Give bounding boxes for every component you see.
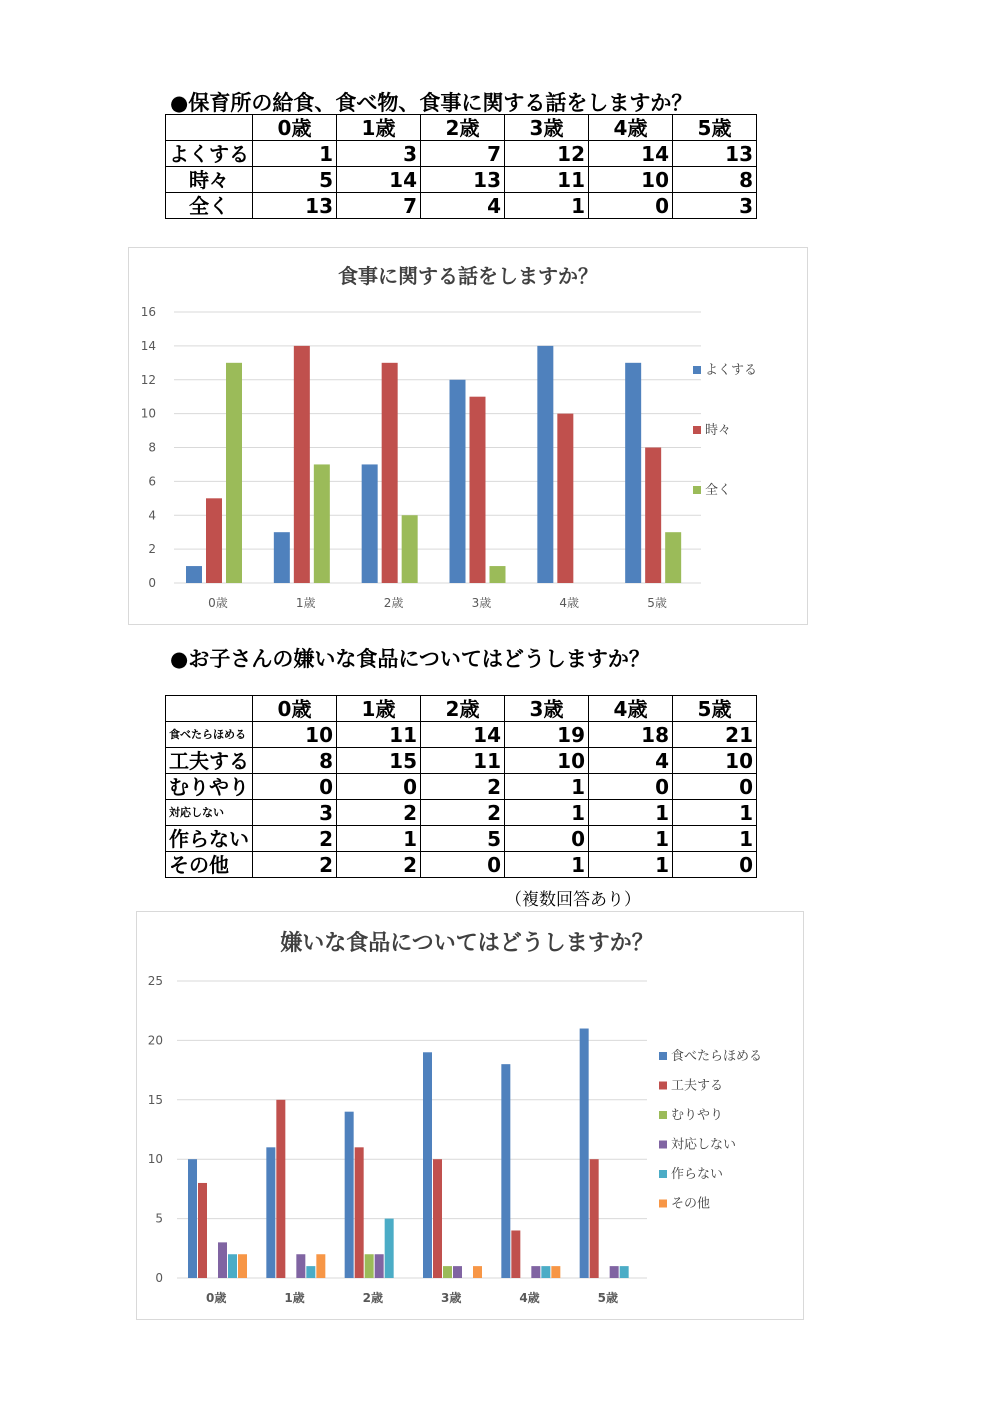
table-cell: 0 — [253, 774, 337, 800]
y-tick-label: 2 — [148, 542, 156, 557]
table-cell: 5 — [421, 826, 505, 852]
legend-swatch-むりやり — [659, 1111, 667, 1119]
table-cell: 13 — [673, 141, 757, 167]
chart1-frame — [128, 247, 808, 625]
y-tick-label: 15 — [147, 1092, 163, 1107]
bar-食べたらほめる-4歳 — [501, 1064, 510, 1278]
bar-食べたらほめる-5歳 — [580, 1029, 589, 1278]
column-header: 3歳 — [505, 115, 589, 141]
bar-工夫する-5歳 — [590, 1159, 599, 1278]
y-tick-label: 0 — [148, 576, 156, 590]
table-cell: 8 — [253, 748, 337, 774]
x-tick-label: 2歳 — [383, 596, 404, 610]
bar-むりやり-3歳 — [443, 1266, 452, 1278]
legend-label: 対応しない — [671, 1137, 737, 1153]
table-header-row — [166, 115, 757, 141]
bar-食べたらほめる-3歳 — [423, 1052, 432, 1278]
table-cell: 0 — [589, 193, 673, 219]
legend-swatch-時々 — [693, 426, 701, 434]
legend-label: 作らない — [671, 1167, 724, 1182]
bar-食べたらほめる-1歳 — [266, 1147, 275, 1278]
table-cell: 0 — [505, 826, 589, 852]
table-cell: 3 — [337, 141, 421, 167]
table-row — [166, 852, 757, 878]
table-corner-cell — [166, 115, 253, 141]
table-cell: 4 — [589, 748, 673, 774]
row-label: 時々 — [166, 167, 253, 193]
table-cell: 1 — [589, 852, 673, 878]
x-tick-label: 5歳 — [597, 1291, 619, 1305]
table-cell: 0 — [337, 774, 421, 800]
column-header: 5歳 — [673, 696, 757, 722]
chart-title: 食事に関する話をしますか？ — [338, 264, 598, 288]
y-tick-label: 6 — [148, 474, 156, 489]
chart-talk-about-meals — [129, 248, 807, 624]
column-header: 1歳 — [337, 696, 421, 722]
table-cell: 1 — [253, 141, 337, 167]
column-header: 2歳 — [421, 696, 505, 722]
table-cell: 2 — [253, 852, 337, 878]
bar-作らない-1歳 — [306, 1266, 315, 1278]
bar-時々-2歳 — [382, 363, 398, 583]
multiple-answers-note: （複数回答あり） — [505, 890, 641, 910]
bar-むりやり-2歳 — [365, 1254, 374, 1278]
x-tick-label: 0歳 — [205, 1291, 227, 1305]
chart-disliked-food — [137, 912, 803, 1319]
section2-heading: ●お子さんの嫌いな食品についてはどうしますか？ — [170, 647, 650, 671]
table-talk-about-meals — [165, 114, 757, 219]
bar-その他-0歳 — [238, 1254, 247, 1278]
table-cell: 14 — [337, 167, 421, 193]
table-cell: 13 — [421, 167, 505, 193]
table-cell: 18 — [589, 722, 673, 748]
bar-作らない-2歳 — [385, 1219, 394, 1278]
row-label: むりやり — [166, 774, 253, 800]
row-label: その他 — [166, 852, 253, 878]
legend-label: よくする — [705, 363, 758, 378]
y-tick-label: 5 — [155, 1211, 163, 1226]
table-cell: 5 — [253, 167, 337, 193]
table-cell: 15 — [337, 748, 421, 774]
bar-全く-3歳 — [490, 566, 506, 583]
y-tick-label: 20 — [147, 1033, 163, 1048]
table-row — [166, 722, 757, 748]
bar-工夫する-2歳 — [355, 1147, 364, 1278]
legend-label: 工夫する — [671, 1078, 724, 1094]
legend-label: 食べたらほめる — [671, 1049, 763, 1064]
y-tick-label: 10 — [147, 1152, 163, 1167]
chart-title: 嫌いな食品についてはどうしますか？ — [280, 931, 654, 956]
x-tick-label: 2歳 — [362, 1291, 384, 1305]
bar-全く-1歳 — [314, 464, 330, 583]
y-tick-label: 10 — [140, 406, 156, 421]
x-tick-label: 3歳 — [440, 1291, 462, 1305]
bar-よくする-2歳 — [362, 464, 378, 583]
table-cell: 0 — [673, 774, 757, 800]
legend-label: むりやり — [671, 1108, 724, 1123]
row-label: 全く — [166, 193, 253, 219]
column-header: 4歳 — [589, 115, 673, 141]
table-cell: 2 — [337, 800, 421, 826]
table-cell: 1 — [505, 800, 589, 826]
bar-対応しない-3歳 — [453, 1266, 462, 1278]
legend-label: 全く — [705, 483, 732, 498]
bar-対応しない-4歳 — [531, 1266, 540, 1278]
table-cell: 1 — [505, 193, 589, 219]
table-cell: 10 — [253, 722, 337, 748]
legend-label: 時々 — [705, 423, 732, 438]
bar-よくする-5歳 — [625, 363, 641, 583]
column-header: 1歳 — [337, 115, 421, 141]
table-cell: 1 — [673, 826, 757, 852]
bar-対応しない-1歳 — [296, 1254, 305, 1278]
bar-作らない-4歳 — [541, 1266, 550, 1278]
x-tick-label: 4歳 — [559, 596, 580, 610]
x-tick-label: 4歳 — [519, 1291, 540, 1305]
table-cell: 7 — [421, 141, 505, 167]
legend-swatch-その他 — [659, 1200, 667, 1208]
bar-全く-5歳 — [665, 532, 681, 583]
x-tick-label: 5歳 — [647, 596, 667, 610]
table-corner-cell — [166, 696, 253, 722]
table-row — [166, 826, 757, 852]
table-cell: 8 — [673, 167, 757, 193]
y-tick-label: 14 — [140, 338, 156, 353]
table-cell: 4 — [421, 193, 505, 219]
y-tick-label: 8 — [148, 440, 156, 455]
table-cell: 0 — [673, 852, 757, 878]
column-header: 2歳 — [421, 115, 505, 141]
table-row — [166, 800, 757, 826]
bar-時々-0歳 — [206, 498, 222, 583]
section1-heading: ●保育所の給食、食べ物、食事に関する話をしますか？ — [170, 91, 693, 115]
row-label: 作らない — [166, 826, 253, 852]
table-cell: 7 — [337, 193, 421, 219]
bar-全く-2歳 — [402, 515, 418, 583]
bar-よくする-3歳 — [450, 380, 466, 583]
legend-swatch-全く — [693, 486, 701, 494]
table-cell: 14 — [589, 141, 673, 167]
legend-swatch-よくする — [693, 366, 701, 374]
table-cell: 13 — [253, 193, 337, 219]
table-cell: 1 — [505, 852, 589, 878]
bar-食べたらほめる-2歳 — [345, 1112, 354, 1278]
legend-swatch-対応しない — [659, 1141, 667, 1149]
row-label: 対応しない — [166, 800, 253, 826]
bar-時々-3歳 — [470, 397, 486, 583]
legend-label: その他 — [671, 1196, 711, 1212]
bar-よくする-1歳 — [274, 532, 290, 583]
table-cell: 1 — [673, 800, 757, 826]
table-cell: 3 — [253, 800, 337, 826]
x-tick-label: 3歳 — [471, 596, 492, 610]
table-row — [166, 774, 757, 800]
table-cell: 12 — [505, 141, 589, 167]
bar-時々-5歳 — [645, 448, 661, 584]
table-cell: 21 — [673, 722, 757, 748]
table-cell: 1 — [337, 826, 421, 852]
bar-その他-4歳 — [551, 1266, 560, 1278]
bar-時々-4歳 — [557, 414, 573, 583]
table-cell: 2 — [421, 800, 505, 826]
table-cell: 2 — [421, 774, 505, 800]
table-cell: 11 — [337, 722, 421, 748]
table-cell: 2 — [337, 852, 421, 878]
bar-食べたらほめる-0歳 — [188, 1159, 197, 1278]
table-cell: 19 — [505, 722, 589, 748]
bar-作らない-5歳 — [620, 1266, 629, 1278]
table-disliked-food — [165, 695, 757, 878]
table-cell: 0 — [589, 774, 673, 800]
column-header: 5歳 — [673, 115, 757, 141]
y-tick-label: 0 — [155, 1271, 163, 1285]
x-tick-label: 1歳 — [295, 596, 316, 610]
table-cell: 1 — [589, 800, 673, 826]
bar-その他-1歳 — [316, 1254, 325, 1278]
table-cell: 0 — [421, 852, 505, 878]
x-tick-label: 1歳 — [284, 1291, 305, 1305]
legend-swatch-食べたらほめる — [659, 1052, 667, 1060]
column-header: 3歳 — [505, 696, 589, 722]
legend-swatch-作らない — [659, 1170, 667, 1178]
x-tick-label: 0歳 — [208, 596, 228, 610]
row-label: よくする — [166, 141, 253, 167]
bar-時々-1歳 — [294, 346, 310, 583]
table-cell: 3 — [673, 193, 757, 219]
bar-よくする-0歳 — [186, 566, 202, 583]
bar-工夫する-4歳 — [511, 1230, 520, 1278]
bar-全く-0歳 — [226, 363, 242, 583]
table-row — [166, 141, 757, 167]
bar-対応しない-5歳 — [610, 1266, 619, 1278]
bar-工夫する-0歳 — [198, 1183, 207, 1278]
column-header: 0歳 — [253, 696, 337, 722]
bar-その他-3歳 — [473, 1266, 482, 1278]
table-row — [166, 748, 757, 774]
bar-対応しない-2歳 — [375, 1254, 384, 1278]
table-cell: 14 — [421, 722, 505, 748]
bar-作らない-0歳 — [228, 1254, 237, 1278]
y-tick-label: 12 — [140, 372, 156, 387]
table-cell: 1 — [505, 774, 589, 800]
table-row — [166, 167, 757, 193]
table-cell: 10 — [505, 748, 589, 774]
bar-工夫する-3歳 — [433, 1159, 442, 1278]
column-header: 4歳 — [589, 696, 673, 722]
row-label: 食べたらほめる — [166, 722, 253, 748]
table-cell: 11 — [421, 748, 505, 774]
y-tick-label: 4 — [148, 508, 156, 523]
column-header: 0歳 — [253, 115, 337, 141]
table-cell: 2 — [253, 826, 337, 852]
y-tick-label: 16 — [140, 305, 156, 319]
table-cell: 10 — [673, 748, 757, 774]
legend-swatch-工夫する — [659, 1082, 667, 1090]
table-header-row — [166, 696, 757, 722]
y-tick-label: 25 — [147, 974, 163, 988]
bar-工夫する-1歳 — [276, 1100, 285, 1278]
table-cell: 10 — [589, 167, 673, 193]
chart2-frame — [136, 911, 804, 1320]
table-row — [166, 193, 757, 219]
bar-対応しない-0歳 — [218, 1242, 227, 1278]
row-label: 工夫する — [166, 748, 253, 774]
bar-よくする-4歳 — [537, 346, 553, 583]
table-cell: 1 — [589, 826, 673, 852]
table-cell: 11 — [505, 167, 589, 193]
